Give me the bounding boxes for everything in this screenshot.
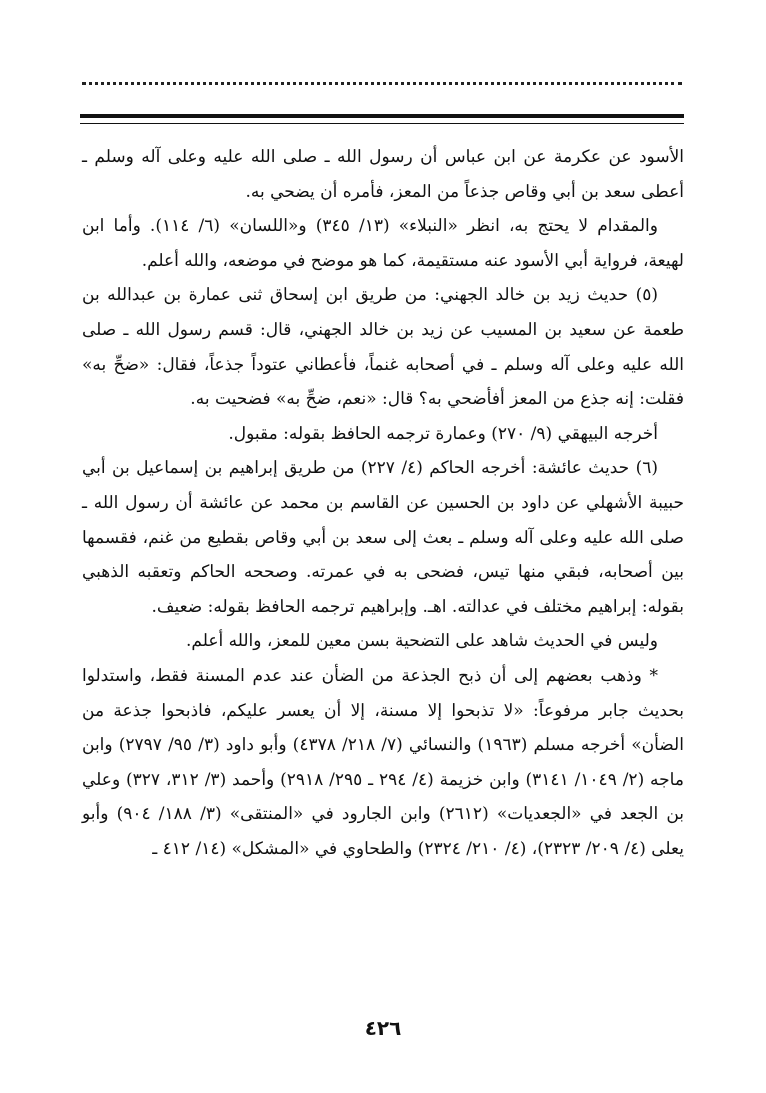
paragraph-7: * وذهب بعضهم إلى أن ذبح الجذعة من الضأن عند عدم المسنة فقط، واستدلوا بحديث جابر مرفوعاً: «لا تذبحوا إلا مسنة، إلا أن يعسر عليكم، فاذبحوا جذعة من الضأن» أخرجه مسلم (١٩٦٣) والنسائي (٧/ ٢١٨/ ٤٣٧٨) وأبو داود (٣/ ٩٥/ ٢٧٩٧) وابن ماجه (٢/ ١٠٤٩/ ٣١٤١) وابن خزيمة (٤/ ٢٩٤ ـ ٢٩٥/ ٢٩١٨) وأحمد (٣/ ٣١٢، ٣٢٧) وعلي بن الجعد في «الجعديات» (٢٦١٢) وابن الجارود في «المنتقى» (٣/ ١٨٨/ ٩٠٤) وأبو يعلى (٤/ ٢٠٩/ ٢٣٢٣)، (٤/ ٢١٠/ ٢٣٢٤) والطحاوي في «المشكل» (١٤/ ٤١٢ ـ [82,665,685,859]
paragraph-6: وليس في الحديث شاهد على التضحية بسن معين للمعز، والله أعلم. [186,631,658,652]
header-dotted-line [82,82,682,85]
paragraph-1: الأسود عن عكرمة عن ابن عباس أن رسول الله ـ صلى الله عليه وعلى آله وسلم ـ أعطى سعد بن أبي وقاص جذعاً من المعز، فأمره أن يضحي به. [82,147,684,202]
page-body [82,140,684,866]
paragraph-3: (٥) حديث زيد بن خالد الجهني: من طريق ابن إسحاق ثنى عمارة بن عبدالله بن طعمة عن سعيد بن المسيب عن زيد بن خالد الجهني، قال: قسم رسول الله ـ صلى الله عليه وعلى آله وسلم ـ في أصحابه غنماً، فأعطاني عتوداً جذعاً، فقال: «ضحِّ به» فقلت: إنه جذع من المعز أفأضحي به؟ قال: «نعم، ضحِّ به» فضحيت به. [82,285,684,410]
page-number: ٤٢٦ [364,1016,402,1040]
paragraph-2: والمقدام لا يحتج به، انظر «النبلاء» (١٣/ ٣٤٥) و«اللسان» (٦/ ١١٤). وأما ابن لهيعة، فرواية أبي الأسود عنه مستقيمة، كما هو موضح في موضعه، والله أعلم. [82,216,684,271]
paragraph-4: أخرجه البيهقي (٩/ ٢٧٠) وعمارة ترجمه الحافظ بقوله: مقبول. [228,423,658,444]
header-thin-rule [80,123,684,124]
paragraph-5: (٦) حديث عائشة: أخرجه الحاكم (٤/ ٢٢٧) من طريق إبراهيم بن إسماعيل بن أبي حبيبة الأشهلي عن داود بن الحسين عن القاسم بن محمد عن عائشة أن رسول الله ـ صلى الله عليه وعلى آله وسلم ـ بعث إلى سعد بن أبي وقاص بقطيع من غنم، فقسمها بين أصحابه، فبقي منها تيس، فضحى به في عمرته. وصححه الحاكم وتعقبه الذهبي بقوله: إبراهيم مختلف في عدالته. اهـ. وإبراهيم ترجمه الحافظ بقوله: ضعيف. [82,458,684,617]
header-thick-rule [80,114,684,118]
